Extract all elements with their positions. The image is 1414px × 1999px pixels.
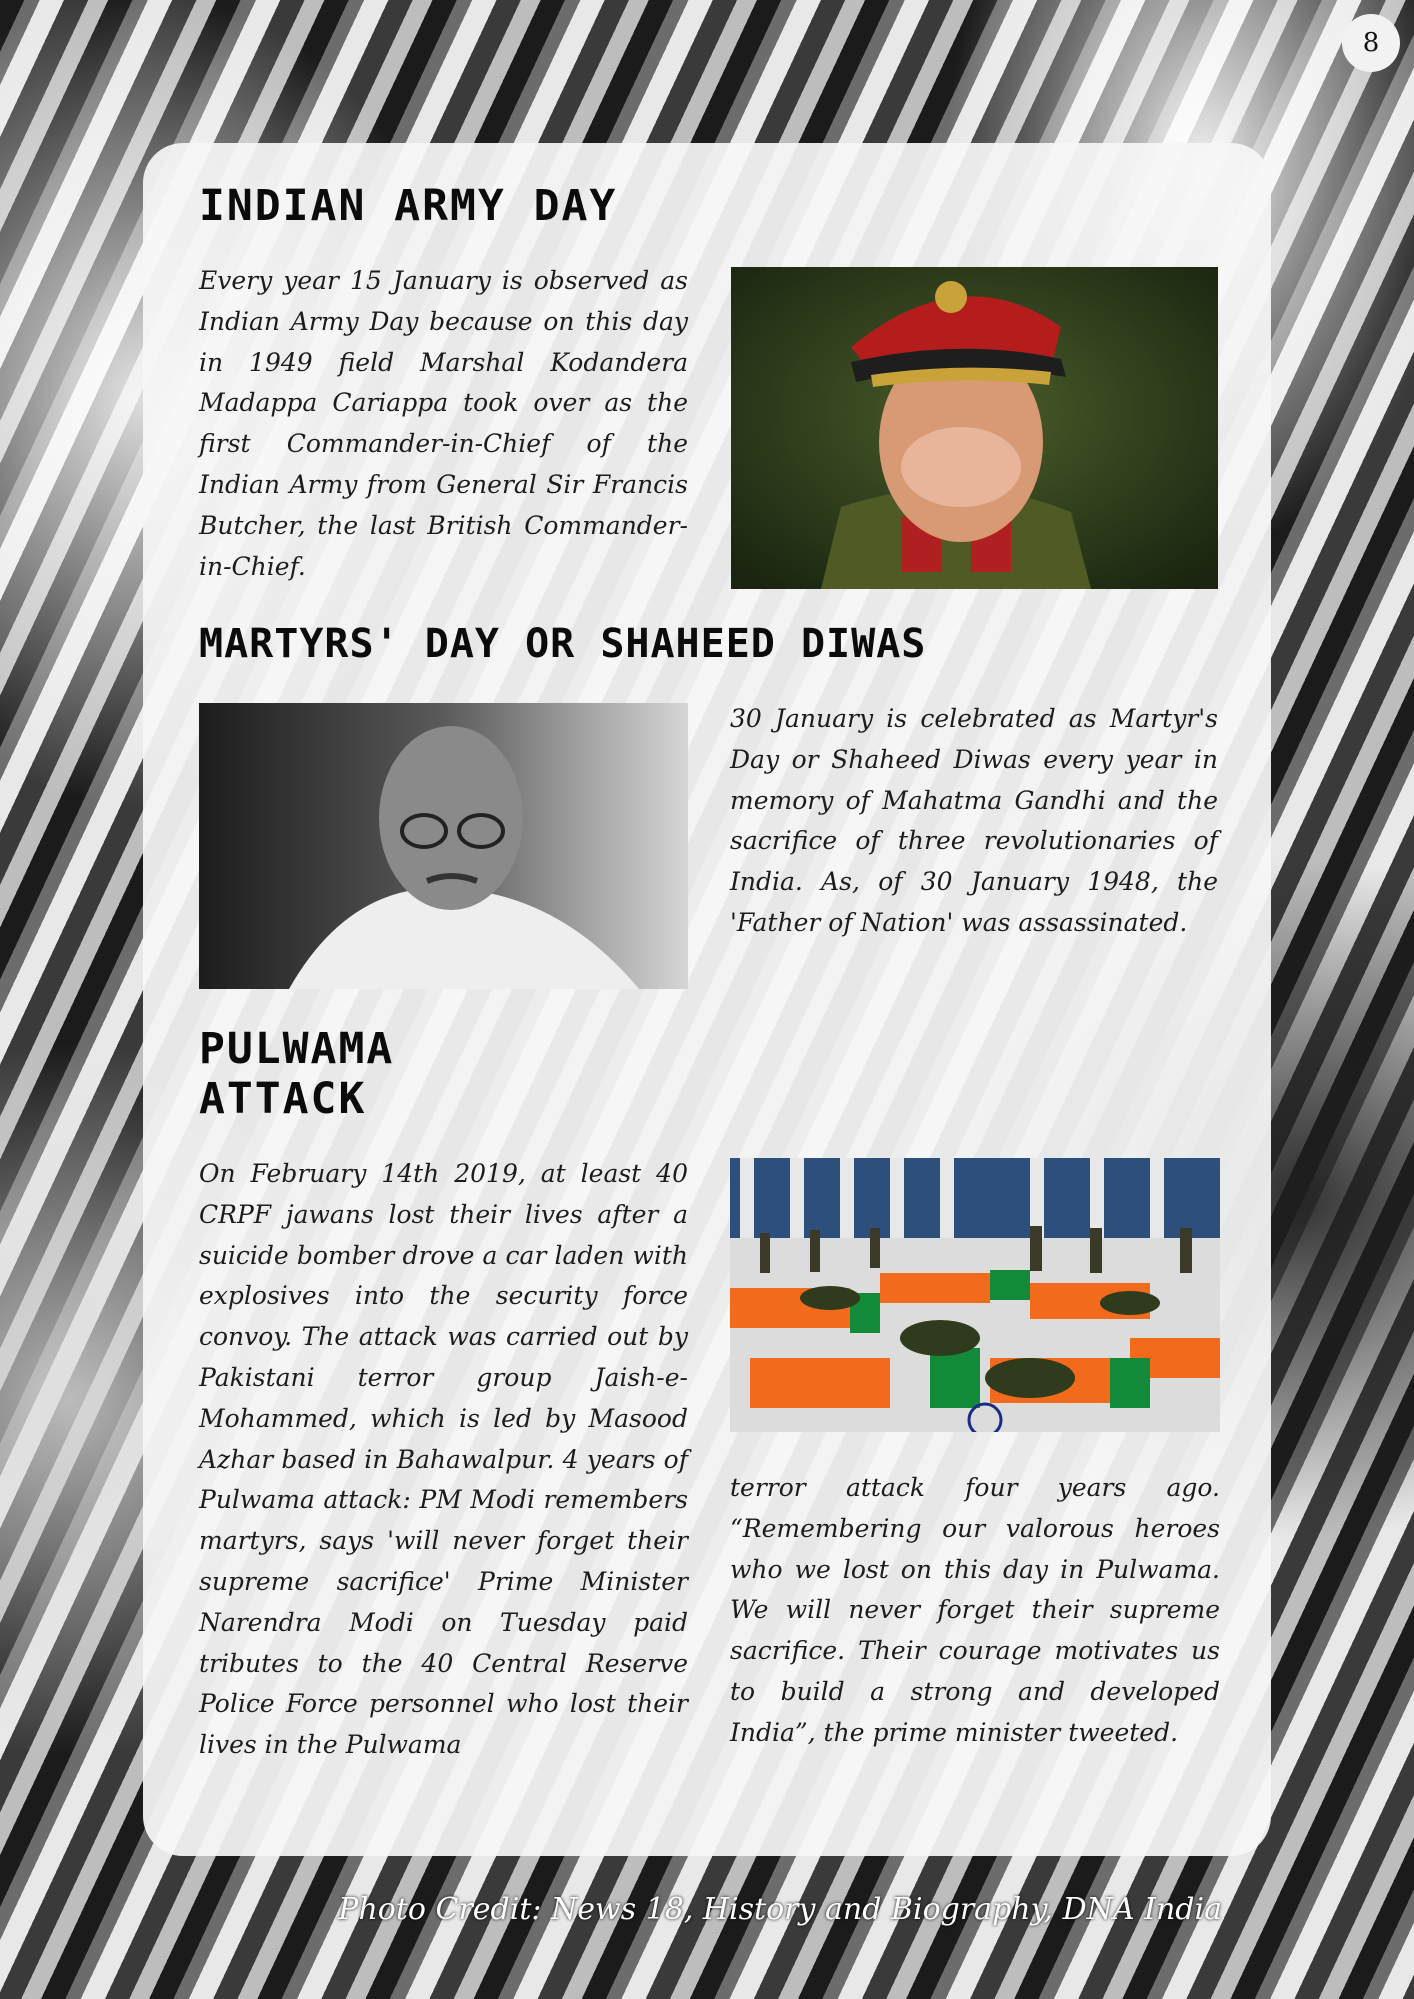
cariappa-portrait: [731, 267, 1218, 589]
army-day-heading: INDIAN ARMY DAY: [199, 181, 618, 231]
photo-credit: Photo Credit: News 18, History and Biography, DNA India: [338, 1892, 1222, 1927]
pulwama-heading-line2: ATTACK: [199, 1074, 367, 1124]
page-number: 8: [1342, 14, 1400, 72]
pulwama-heading-line1: PULWAMA: [199, 1024, 395, 1074]
pulwama-text-left: On February 14th 2019, at least 40 CRPF jawans lost their lives after a suicide bomber drove a car laden with explosives into the security force convoy. The attack was carried out by Pakistani terror group Jaish-e-Mohammed, which is led by Masood Azhar based in Bahawalpur. 4 years of Pulwama attack: PM Modi remembers martyrs, says 'will never forget their supreme sacrifice' Prime Minister Narendra Modi on Tuesday paid tributes to the 40 Central Reserve Police Force personnel who lost their lives in the Pulwama: [199, 1159, 688, 1760]
pulwama-tribute-photo: [730, 1158, 1220, 1432]
content-card: [143, 143, 1271, 1856]
gandhi-portrait: [199, 703, 688, 989]
martyrs-day-text: 30 January is celebrated as Martyr's Day or Shaheed Diwas every year in memory of Mahatma Gandhi and the sacrifice of three revolutionaries of India. As, of 30 January 1948, the 'Father of Nation' was assassinated.: [730, 704, 1218, 937]
martyrs-day-heading: MARTYRS' DAY OR SHAHEED DIWAS: [199, 621, 927, 667]
army-day-text: Every year 15 January is observed as Indian Army Day because on this day in 1949 field Marshal Kodandera Madappa Cariappa took over as the first Commander-in-Chief of the Indian Army from General Sir Francis Butcher, the last British Commander-in-Chief.: [199, 266, 688, 581]
pulwama-text-right: terror attack four years ago. “Remembering our valorous heroes who we lost on this day in Pulwama. We will never forget their supreme sacrifice. Their courage motivates us to build a strong and developed India”, the prime minister tweeted.: [730, 1473, 1220, 1747]
